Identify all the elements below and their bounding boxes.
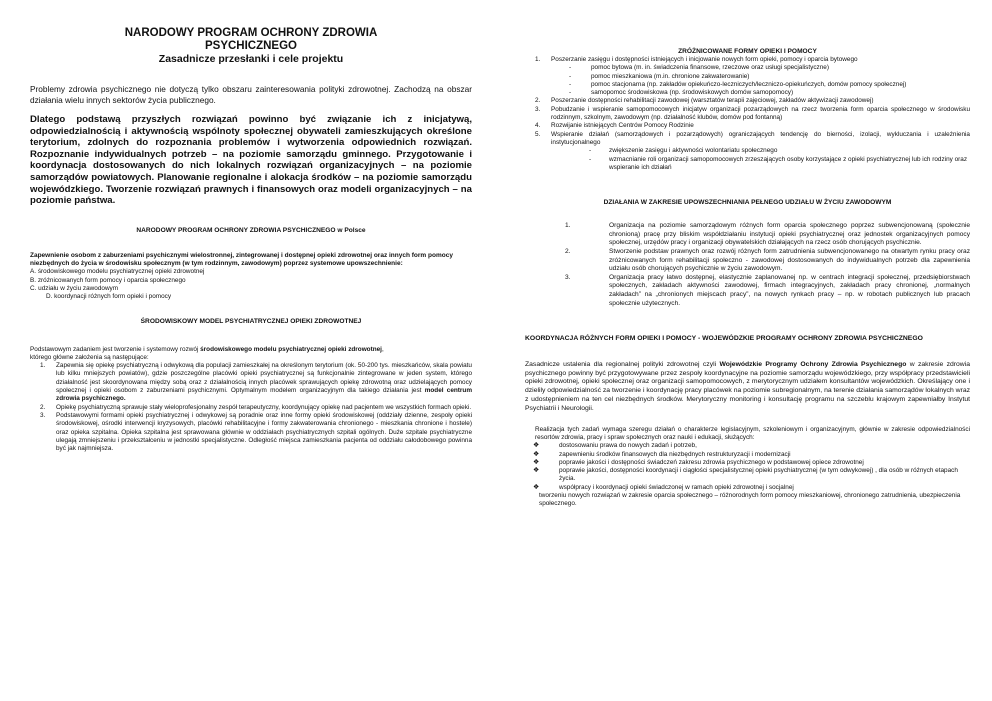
work-item-1-num: 1. bbox=[565, 222, 571, 230]
forms-item-5-text: Wspieranie działań (samorządowych i pozarządowych) ograniczających tendencję do bierności, izolacji, wykluczania i uzależnienia instytucjonalnego bbox=[551, 130, 970, 146]
coord-p1-bold: Wojewódzkie Programy Ochrony Zdrowia Psychicznego bbox=[719, 360, 907, 368]
dash-2: - bbox=[569, 72, 572, 80]
forms-item-4 bbox=[525, 122, 970, 130]
forms-item-5 bbox=[525, 131, 970, 148]
bold-paragraph: Dlatego podstawą przyszłych rozwiązań powinno być związanie ich z inicjatywą, odpowiedzialnością i aktywnością wspólnoty społecznej obywateli zamieszkujących określone terytorium, zdolnych do rozpoznania problemów i wytworzenia odpowiednich rozwiązań. Rozpoznanie indywidualnych potrzeb – na poziomie samorządu gminnego. Przygotowanie i koordynacja dostosowanych do nich lokalnych rozwiązań organizacyjnych – na poziomie samorządów powiatowych. Planowanie regionalne i alokacja środków – na poziomie samorządu wojewódzkiego. Tworzenie rozwiązań prawnych i finansowych oraz modeli organizacyjnych – na poziomie państwa. bbox=[30, 114, 472, 207]
work-item-2 bbox=[525, 248, 970, 274]
model-item-3-num: 3. bbox=[40, 411, 46, 419]
forms-item-5-num: 5. bbox=[535, 130, 541, 138]
left-column bbox=[30, 0, 472, 453]
model-heading: ŚRODOWISKOWY MODEL PSYCHIATRYCZNEJ OPIEKI ZDROWOTNEJ bbox=[140, 317, 362, 325]
coord-bullet-4 bbox=[525, 467, 970, 484]
diamond-bullet-icon: ❖ bbox=[533, 467, 540, 475]
model-item-1-num: 1. bbox=[40, 362, 46, 370]
model-item-2-text: Opiekę psychiatryczną sprawuje stały wieloprofesjonalny zespół terapeutyczny, koordynujący opiekę nad pacjentem we wszystkich formach opieki. bbox=[56, 403, 472, 411]
forms-item-3-num: 3. bbox=[535, 105, 541, 113]
work-item-3-num: 3. bbox=[565, 273, 571, 281]
forms-item-2-num: 2. bbox=[535, 97, 541, 105]
right-column bbox=[525, 0, 970, 509]
forms-item-3-text: Pobudzanie i wspieranie samopomocowych inicjatyw organizacji pozarządowych na rzecz tworzenia form oparcia społecznego w środowisku rodzinnym, szkolnym, zawodowym (np. działalność klubów, domów pod fontanną) bbox=[551, 105, 970, 122]
coord-bullet-4-text: poprawie jakości, dostępności koordynacji i ciągłości specjalistycznej opieki psychiatrycznej (w tym odwykowej) , dla osób w różnych etapach życia. bbox=[559, 467, 958, 483]
diamond-bullet-icon: ❖ bbox=[533, 450, 540, 458]
forms-item-2 bbox=[525, 97, 970, 105]
forms-item-3 bbox=[525, 106, 970, 123]
diamond-bullet-icon: ❖ bbox=[533, 458, 540, 466]
work-list bbox=[525, 222, 970, 308]
forms-dash-4 bbox=[525, 89, 970, 97]
title-line-1: NARODOWY PROGRAM OCHRONY ZDROWIA bbox=[124, 27, 378, 39]
coord-heading: KOORDYNACJA RÓŻNYCH FORM OPIEKI I POMOCY - WOJEWÓDZKIE PROGRAMY OCHRONY ZDROWIA PSYCHICZNEGO bbox=[525, 335, 923, 343]
work-item-2-text: Stworzenie podstaw prawnych oraz rozwój różnych form zatrudnienia subwencjonowanego na otwartym rynku pracy oraz zróżnicowanych form rehabilitacji społeczno - zawodowej dostosowanych do indywidualnych potrzeb dla zapewnienia udziału osób chorujących psychicznie w życiu zawodowym. bbox=[609, 247, 970, 273]
work-item-3 bbox=[525, 274, 970, 308]
forms-sub-2 bbox=[525, 156, 970, 173]
page-subtitle: Zasadnicze przesłanki i cele projektu bbox=[158, 53, 344, 65]
coord-bullet-2 bbox=[525, 451, 970, 459]
forms-item-1-num: 1. bbox=[535, 56, 541, 63]
program-heading: NARODOWY PROGRAM OCHRONY ZDROWIA PSYCHICZNEGO w Polsce bbox=[136, 226, 366, 234]
model-intro-bold: środowiskowego modelu psychiatrycznej opieki zdrowotnej bbox=[200, 345, 382, 353]
forms-item-4-num: 4. bbox=[535, 122, 541, 130]
forms-item-4-text: Rozwijanie istniejących Centrów Pomocy Rodzinie bbox=[551, 122, 694, 130]
sub-dash-2: - bbox=[589, 155, 592, 163]
forms-sub-1 bbox=[525, 147, 970, 155]
model-item-3-text: Podstawowymi formami opieki psychiatrycznej i odwykowej są poradnie oraz inne formy opieki środowiskowej (oddziały dzienne, zespoły opieki środowiskowej, ośrodki interwencji kryzysowych, placówki rehabilitacyjne i formy zakwaterowania chronionego - mieszkania chronione i hostele) oraz opieka szpitalna. Opieka szpitalna jest sprawowana głównie w oddziałach psychiatrycznych szpitali ogólnych. Duże szpitale psychiatryczne ulegają zmniejszeniu i przekształceniu w jednostki specjalistyczne. Odległość miejsca zamieszkania pacjenta od oddziału całodobowego powinna być jak najmniejsza. bbox=[56, 411, 472, 453]
coord-bullet-1-text: dostosowaniu prawa do nowych zadań i potrzeb, bbox=[559, 442, 697, 450]
coord-paragraph-2: Realizacja tych zadań wymaga szeregu działań o charakterze legislacyjnym, szkoleniowym i organizacyjnym, głównie w zakresie odpowiedzialności resortów zdrowia, pracy i spraw społecznych oraz nauki i edukacji, służących: bbox=[535, 425, 970, 441]
intro-paragraph: Problemy zdrowia psychicznego nie dotyczą tylko obszaru zainteresowania polityki zdrowotnej. Zachodzą na obszar działania wielu innych sektorów życia publicznego. bbox=[30, 84, 472, 105]
work-item-1-text: Organizacja na poziomie samorządowym różnych form oparcia społecznego poprzez subwencjonowaną (społecznie chronioną) pracę przy bliskim współdziałaniu instytucji opieki psychiatrycznej oraz jednostek organizacyjnych pomocy społecznej, urzędów pracy i organizacji obywatelskich działających na rzecz osób chorujących psychicznie. bbox=[609, 222, 970, 247]
forms-dash-2 bbox=[525, 73, 970, 81]
forms-dash-1 bbox=[525, 64, 970, 72]
coord-p1-a: Zasadnicze ustalenia dla regionalnej polityki zdrowotnej czyli bbox=[525, 360, 720, 368]
program-bold-text: Zapewnienie osobom z zaburzeniami psychicznymi wielostronnej, zintegrowanej i dostępnej opieki zdrowotnej oraz innych form pomocy niezbędnych do życia w środowisku społecznym (w tym rodzinnym, zawodowym) poprzez systemowe upowszechnienie: bbox=[30, 251, 453, 268]
program-item-b: B. zróżnicowanych form pomocy i oparcia społecznego bbox=[30, 276, 186, 284]
forms-dash-3-text: pomoc stacjonarna (np. zakładów opiekuńczo-leczniczych/leczniczo-opiekuńczych, domów pomocy społecznej) bbox=[591, 80, 907, 88]
work-heading: DZIAŁANIA W ZAKRESIE UPOWSZECHNIANIA PEŁNEGO UDZIAŁU W ŻYCIU ZAWODOWYM bbox=[603, 199, 892, 207]
dash-4: - bbox=[569, 89, 572, 97]
model-intro-2: którego główne założenia są następujące: bbox=[30, 353, 149, 361]
program-item-d: D. koordynacji różnych form opieki i pomocy bbox=[46, 293, 172, 301]
model-item-1-bold: model centrum zdrowia psychicznego. bbox=[56, 387, 473, 403]
page-title bbox=[30, 27, 472, 53]
title-line-2: PSYCHICZNEGO bbox=[204, 40, 297, 52]
coord-bullet-5-text: współpracy i koordynacji opieki świadczonej w ramach opieki zdrowotnej i socjalnej bbox=[559, 483, 794, 491]
forms-sub-2-text: wzmacnianie roli organizacji samopomocowych zrzeszających osoby korzystające z opieki psychiatrycznej lub ich rodziny oraz wspieranie ich działań bbox=[609, 155, 968, 171]
model-item-3 bbox=[30, 412, 472, 453]
model-intro bbox=[30, 346, 472, 354]
forms-heading: ZRÓŻNICOWANE FORMY OPIEKI I POMOCY bbox=[678, 48, 817, 55]
dash-1: - bbox=[569, 64, 572, 72]
model-item-1-plain: Zapewnia się opiekę psychiatryczną i odwykową dla populacji zamieszkałej na określonym terytorium (ok. 50-200 tys. mieszkańców, skala powiatu lub kilku mniejszych powiatów), gdzie poszczególne placówki opieki psychiatrycznej są funkcjonalnie zintegrowane w jeden system, którego działalność jest skoordynowana między sobą oraz z działalnością innych placówek sprawujących opiekę zdrowotną oraz udzielających pomocy społecznej i opieki osobom z zaburzeniami psychicznymi. Optymalnym modelem organizacyjnym dla takiego działania jest bbox=[56, 362, 472, 395]
model-item-1 bbox=[30, 362, 472, 403]
diamond-bullet-icon: ❖ bbox=[533, 483, 540, 491]
forms-dash-3 bbox=[525, 81, 970, 89]
model-item-2-num: 2. bbox=[40, 403, 46, 411]
dash-3: - bbox=[569, 80, 572, 88]
forms-dash-1-text: pomoc bytowa (m. in. świadczenia finansowe, rzeczowe oraz usługi specjalistyczne) bbox=[591, 64, 829, 72]
forms-item-2-text: Poszerzanie dostępności rehabilitacji zawodowej (warsztatów terapii zajęciowej, zakładów aktywizacji zawodowej) bbox=[551, 97, 874, 105]
model-intro-end: , bbox=[381, 345, 384, 353]
model-item-1-text bbox=[56, 362, 472, 403]
coord-paragraph-3: tworzeniu nowych rozwiązań w zakresie oparcia społecznego – różnorodnych form pomocy mieszkaniowej, chronionego zatrudnienia, ubezpieczenia społecznego. bbox=[539, 492, 961, 508]
forms-item-1 bbox=[525, 56, 970, 64]
work-item-3-text: Organizacja pracy łatwo dostępnej, elastycznie zaplanowanej np. w centrach integracji społecznej, przedsiębiorstwach społecznych, zakładach aktywności zawodowej, firmach integracyjnych, zakładach pracy chronionej, „normalnych zakładach” na „chronionych miejscach pracy”, na nowych rynkach pracy – np. w robotach publicznych lub pracach społecznie użytecznych. bbox=[609, 273, 970, 307]
coord-paragraph-1 bbox=[525, 361, 970, 414]
forms-dash-2-text: pomoc mieszkaniowa (m.in. chronione zakwaterowanie) bbox=[591, 72, 750, 80]
program-item-c: C. udziału w życiu zawodowym bbox=[30, 284, 119, 292]
coord-p1-c: w zakresie zdrowia psychicznego powinny być przygotowywane przez zespoły koordynacyjne na poziomie samorządu wojewódzkiego, przy współpracy przedstawicieli opieki zdrowotnej, opieki społecznej oraz organizacji samopomocowych, z merytorycznym udziałem konsultantów wojewódzkich. Określający one i dzielily odpowiedzialność za tworzenie i koordynację pracy placówek na poziomie subregionalnym, na terenie działania samorządów lokalnych wraz z udostępnieniem na ten cel niezbędnych środków. Merytoryczny monitoring i konsultację programu na szczeblu krajowym zapewniałby Instytut Psychiatrii i Neurologii. bbox=[525, 360, 970, 412]
forms-sub-1-text: zwiększenie zasięgu i aktywności wolontariatu społecznego bbox=[609, 147, 778, 155]
work-item-1 bbox=[525, 222, 970, 248]
model-item-2 bbox=[30, 404, 472, 412]
program-item-a: A. środowiskowego modelu psychiatrycznej opieki zdrowotnej bbox=[30, 268, 205, 276]
sub-dash-1: - bbox=[589, 147, 592, 155]
work-item-2-num: 2. bbox=[565, 247, 571, 255]
model-intro-text: Podstawowym zadaniem jest tworzenie i systemowy rozwój bbox=[30, 345, 201, 353]
coord-bullet-5 bbox=[525, 484, 970, 492]
coord-bullet-1 bbox=[525, 442, 970, 450]
coord-bullet-3 bbox=[525, 459, 970, 467]
forms-item-1-text: Poszerzanie zasięgu i dostępności istniejących i inicjowanie nowych form opieki, pomocy i oparcia bytowego bbox=[551, 56, 858, 63]
coord-bullet-3-text: poprawie jakości i dostępności świadczeń zakresu zdrowia psychicznego w podstawowej opiece zdrowotnej bbox=[559, 458, 864, 466]
diamond-bullet-icon: ❖ bbox=[533, 442, 540, 450]
forms-dash-4-text: samopomoc środowiskowa (np. środowiskowych domów samopomocy) bbox=[591, 89, 794, 97]
coord-bullet-2-text: zapewnieniu środków finansowych dla niezbędnych restrukturyzacji i modernizacji bbox=[559, 450, 791, 458]
